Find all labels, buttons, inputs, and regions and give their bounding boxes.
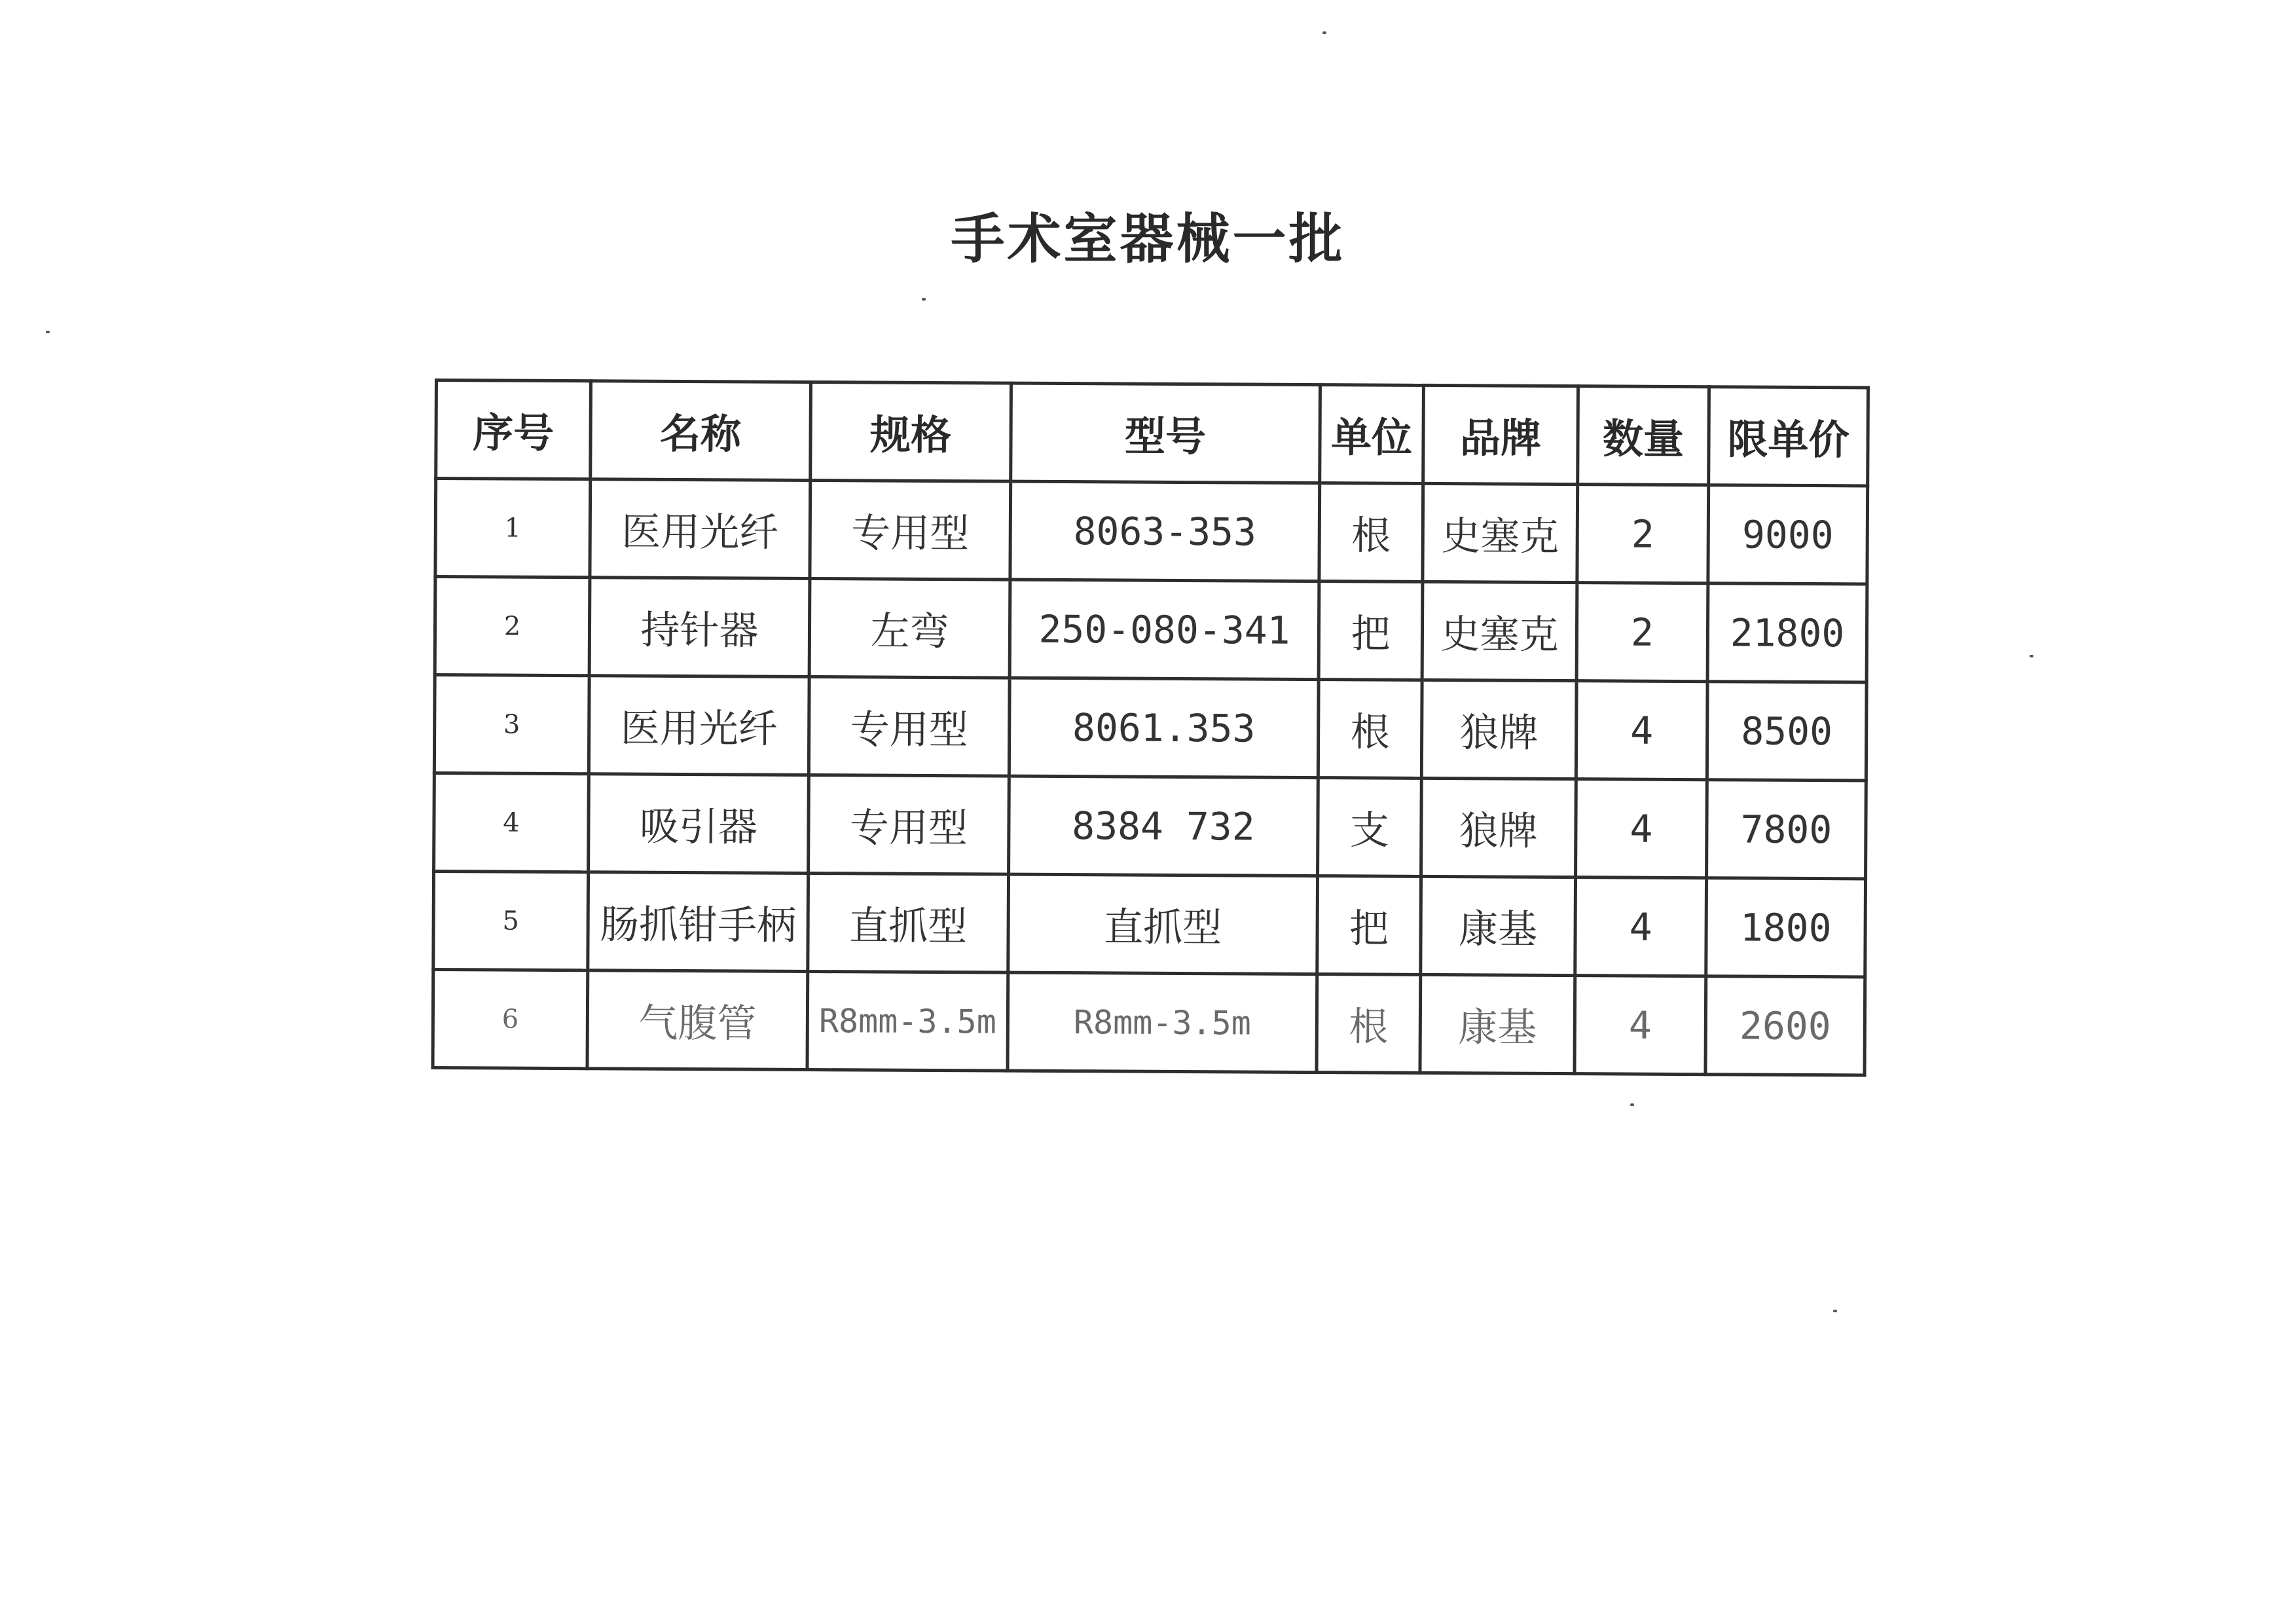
cell-price: 7800	[1707, 780, 1867, 879]
cell-index: 5	[433, 872, 589, 970]
header-name: 名称	[591, 381, 811, 481]
cell-index: 2	[435, 577, 590, 676]
cell-spec: 左弯	[809, 579, 1010, 678]
table-row	[434, 675, 1867, 781]
cell-brand: 狼牌	[1421, 680, 1576, 779]
cell-price: 21800	[1707, 583, 1867, 682]
table-row	[433, 872, 1866, 977]
header-index: 序号	[436, 380, 591, 479]
cell-model: 直抓型	[1008, 874, 1318, 974]
page-title: 手术室器械一批	[951, 208, 1345, 270]
cell-quantity: 4	[1575, 877, 1707, 976]
cell-model: 8061.353	[1009, 678, 1319, 777]
table-row	[435, 577, 1867, 682]
cell-model: 8063-353	[1010, 481, 1320, 581]
cell-name: 医用光纤	[589, 676, 809, 775]
cell-spec: 专用型	[810, 481, 1011, 580]
cell-unit: 把	[1319, 581, 1423, 680]
equipment-table	[431, 378, 1869, 1077]
scan-speck	[46, 331, 50, 333]
cell-brand: 狼牌	[1421, 778, 1576, 877]
cell-name: 气腹管	[587, 970, 808, 1070]
cell-brand: 康基	[1421, 876, 1576, 975]
cell-spec: 直抓型	[808, 873, 1009, 972]
cell-brand: 史塞克	[1422, 581, 1577, 680]
cell-model: 8384 732	[1009, 776, 1319, 876]
table-row	[434, 773, 1867, 879]
cell-unit: 根	[1318, 680, 1422, 779]
cell-model: R8mm-3.5m	[1008, 972, 1317, 1072]
cell-spec: 专用型	[809, 775, 1010, 874]
cell-unit: 把	[1317, 876, 1421, 975]
cell-name: 持针器	[589, 578, 810, 677]
header-price-limit: 限单价	[1709, 387, 1868, 486]
cell-quantity: 4	[1575, 976, 1706, 1075]
cell-name: 吸引器	[589, 774, 809, 874]
cell-quantity: 2	[1577, 485, 1709, 583]
cell-unit: 支	[1318, 778, 1422, 877]
cell-quantity: 4	[1576, 681, 1707, 780]
cell-name: 医用光纤	[590, 479, 811, 579]
cell-index: 4	[434, 773, 589, 872]
header-quantity: 数量	[1578, 386, 1709, 485]
cell-price: 9000	[1708, 485, 1868, 584]
scan-speck	[1630, 1103, 1634, 1106]
cell-spec: R8mm-3.5m	[807, 971, 1008, 1071]
table-row	[435, 479, 1868, 584]
cell-spec: 专用型	[809, 677, 1010, 777]
header-brand: 品牌	[1423, 385, 1578, 484]
cell-unit: 根	[1319, 483, 1423, 582]
scan-speck	[2030, 655, 2033, 657]
cell-price: 8500	[1707, 682, 1867, 781]
scan-speck	[1833, 1310, 1837, 1312]
cell-name: 肠抓钳手柄	[588, 872, 809, 972]
cell-index: 1	[435, 479, 591, 578]
cell-index: 6	[433, 970, 588, 1069]
cell-model: 250-080-341	[1010, 580, 1319, 679]
cell-quantity: 4	[1576, 779, 1707, 878]
cell-brand: 康基	[1420, 974, 1575, 1073]
header-spec: 规格	[811, 382, 1011, 482]
cell-price: 1800	[1706, 878, 1866, 977]
header-model: 型号	[1011, 383, 1321, 483]
header-row	[436, 380, 1868, 486]
cell-brand: 史塞克	[1423, 483, 1578, 582]
scan-speck	[1322, 31, 1326, 34]
cell-quantity: 2	[1576, 583, 1708, 682]
header-unit: 单位	[1320, 385, 1424, 484]
cell-index: 3	[434, 675, 589, 774]
table-row	[433, 970, 1865, 1075]
scan-speck	[922, 298, 926, 301]
cell-unit: 根	[1317, 974, 1421, 1073]
cell-price: 2600	[1705, 976, 1865, 1075]
